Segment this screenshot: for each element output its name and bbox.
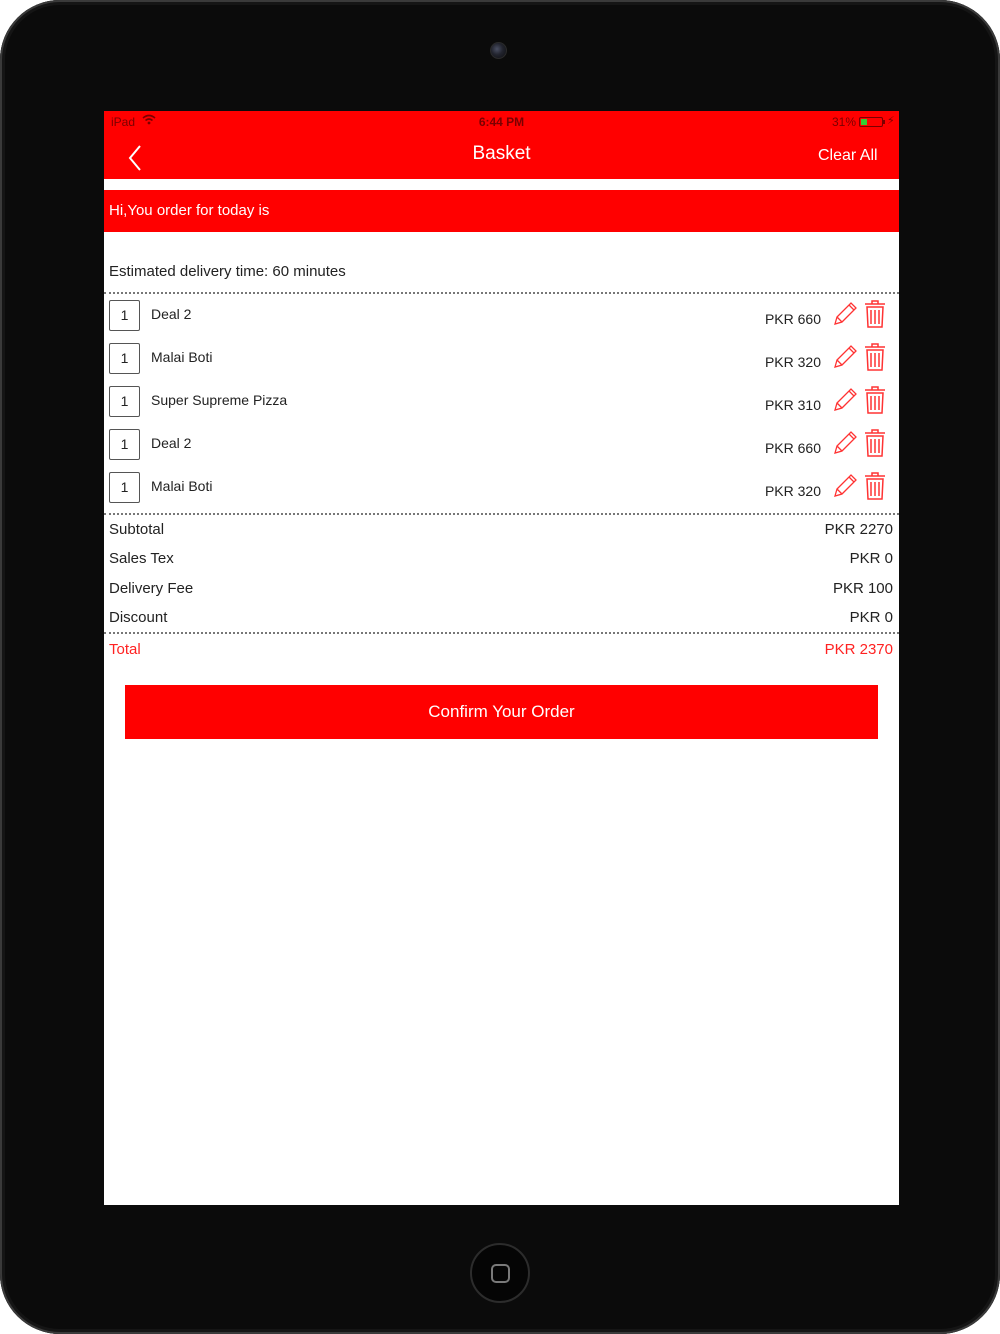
item-price: PKR 660 — [764, 311, 821, 327]
quantity-field[interactable]: 1 — [109, 429, 140, 460]
battery-icon — [859, 117, 883, 127]
bolt-icon: ⚡ — [887, 115, 895, 127]
tax-value: PKR 0 — [849, 550, 893, 567]
basket-item — [104, 426, 899, 469]
item-name: Malai Boti — [151, 478, 213, 494]
confirm-order-button[interactable]: Confirm Your Order — [125, 685, 878, 739]
basket-items-list — [104, 297, 899, 512]
divider — [104, 513, 899, 515]
delivery-time: Estimated delivery time: 60 minutes — [109, 263, 346, 280]
delivery-fee-value: PKR 100 — [832, 580, 893, 597]
nav-bar — [104, 133, 899, 179]
battery-level-fill — [861, 119, 867, 125]
total-value: PKR 2370 — [824, 641, 893, 658]
quantity-field[interactable]: 1 — [109, 300, 140, 331]
item-name: Super Supreme Pizza — [151, 392, 288, 408]
carrier-label: iPad — [111, 115, 136, 129]
basket-item — [104, 383, 899, 426]
quantity-field[interactable]: 1 — [109, 386, 140, 417]
trash-icon[interactable] — [864, 299, 886, 329]
item-price: PKR 310 — [764, 397, 821, 413]
item-price: PKR 320 — [764, 483, 821, 499]
app-screen — [104, 111, 899, 1205]
quantity-field[interactable]: 1 — [109, 343, 140, 374]
tax-label: Sales Tex — [109, 550, 174, 567]
clock-time: 6:44 PM — [478, 115, 525, 129]
camera-icon — [490, 42, 507, 59]
trash-icon[interactable] — [864, 342, 886, 372]
pencil-icon[interactable] — [831, 300, 859, 328]
pencil-icon[interactable] — [831, 429, 859, 457]
clear-all-button[interactable]: Clear All — [818, 147, 878, 164]
pencil-icon[interactable] — [831, 472, 859, 500]
status-bar — [104, 111, 899, 133]
basket-item — [104, 469, 899, 512]
item-price: PKR 320 — [764, 354, 821, 370]
home-button[interactable] — [470, 1243, 530, 1303]
pencil-icon[interactable] — [831, 386, 859, 414]
item-name: Deal 2 — [151, 435, 192, 451]
delivery-fee-label: Delivery Fee — [109, 580, 194, 597]
divider — [104, 292, 899, 294]
discount-value: PKR 0 — [849, 609, 893, 626]
item-price: PKR 660 — [764, 440, 821, 456]
divider — [104, 632, 899, 634]
trash-icon[interactable] — [864, 471, 886, 501]
item-name: Malai Boti — [151, 349, 213, 365]
basket-item — [104, 297, 899, 340]
greeting-banner: Hi,You order for today is — [104, 190, 899, 232]
subtotal-label: Subtotal — [109, 521, 165, 538]
battery-tip — [883, 120, 885, 124]
home-square-icon — [491, 1264, 510, 1283]
trash-icon[interactable] — [864, 385, 886, 415]
quantity-field[interactable]: 1 — [109, 472, 140, 503]
discount-label: Discount — [109, 609, 168, 626]
battery-percent: 31% — [832, 115, 857, 129]
total-label: Total — [109, 641, 141, 658]
item-name: Deal 2 — [151, 306, 192, 322]
basket-item — [104, 340, 899, 383]
page-title: Basket — [472, 143, 531, 164]
trash-icon[interactable] — [864, 428, 886, 458]
pencil-icon[interactable] — [831, 343, 859, 371]
subtotal-value: PKR 2270 — [824, 521, 893, 538]
